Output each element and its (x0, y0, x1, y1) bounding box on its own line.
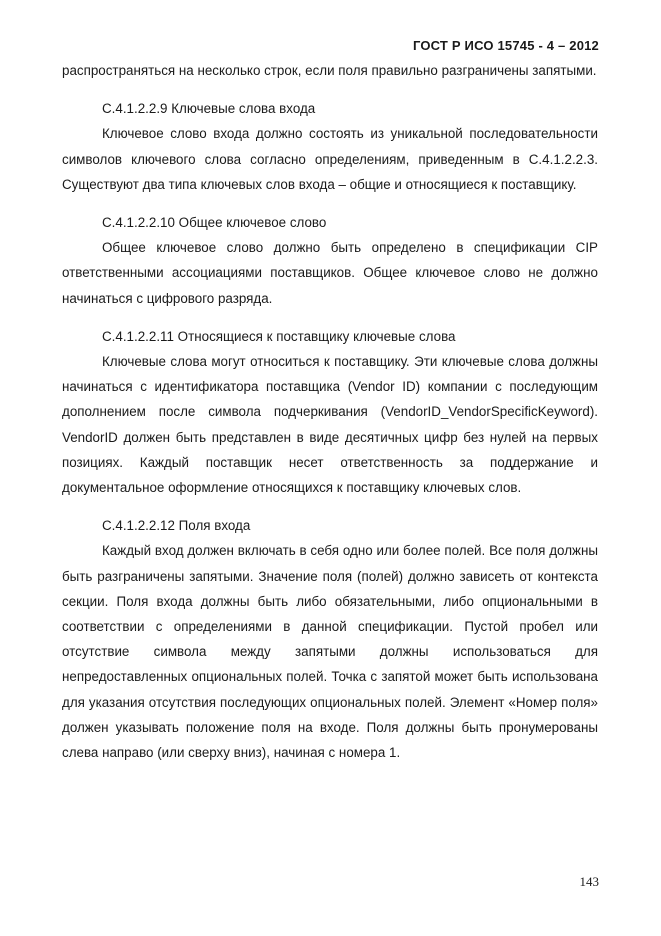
paragraph-entry-keywords: Ключевое слово входа должно состоять из уникальной последовательности символов ключевого слова согласно определениям, приведенным в С.4.1.2.2.3. Существуют два типа ключевых слов входа – общие и относящиеся к поставщику. (62, 126, 598, 192)
section-heading-c41229: C.4.1.2.2.9 Ключевые слова входа (102, 101, 316, 117)
paragraph-common-keyword: Общее ключевое слово должно быть определено в спецификации CIP ответственными ассоциациями поставщиков. Общее ключевое слово не должно начинаться с цифрового разряда. (62, 240, 598, 306)
section-heading-c412211: C.4.1.2.2.11 Относящиеся к поставщику ключевые слова (102, 328, 456, 344)
paragraph-vendor-keywords: Ключевые слова могут относиться к поставщику. Эти ключевые слова должны начинаться с идентификатора поставщика (Vendor ID) компании с последующим дополнением после символа подчеркивания (VendorID_VendorSpecificKeyword). VendorID должен быть представлен в виде десятичных цифр без нулей на первых позициях. Каждый поставщик несет ответственность за поддержание и документальное оформление относящихся к поставщику ключевых слов. (62, 354, 598, 496)
paragraph-continuation: распространяться на несколько строк, если поля правильно разграничены запятыми. (62, 63, 597, 78)
section-heading-c412210: C.4.1.2.2.10 Общее ключевое слово (102, 215, 327, 231)
paragraph-entry-fields: Каждый вход должен включать в себя одно или более полей. Все поля должны быть разграничены запятыми. Значение поля (полей) должно зависеть от контекста секции. Поля входа должны быть либо обязательными, либо опциональными в соответствии с определениями в данной спецификации. Пустой пробел или отсутствие символа между запятыми должны использоваться для непредоставленных опциональных полей. Точка с запятой может быть использована для указания отсутствия последующих опциональных полей. Элемент «Номер поля» должен указывать положение поля на входе. Поля должны быть пронумерованы слева направо (или сверху вниз), начиная с номера 1. (62, 543, 598, 761)
document-body (62, 58, 598, 765)
page-number: 143 (579, 874, 599, 889)
document-header: ГОСТ Р ИСО 15745 - 4 – 2012 (412, 38, 599, 53)
section-heading-c412212: C.4.1.2.2.12 Поля входа (102, 518, 251, 534)
